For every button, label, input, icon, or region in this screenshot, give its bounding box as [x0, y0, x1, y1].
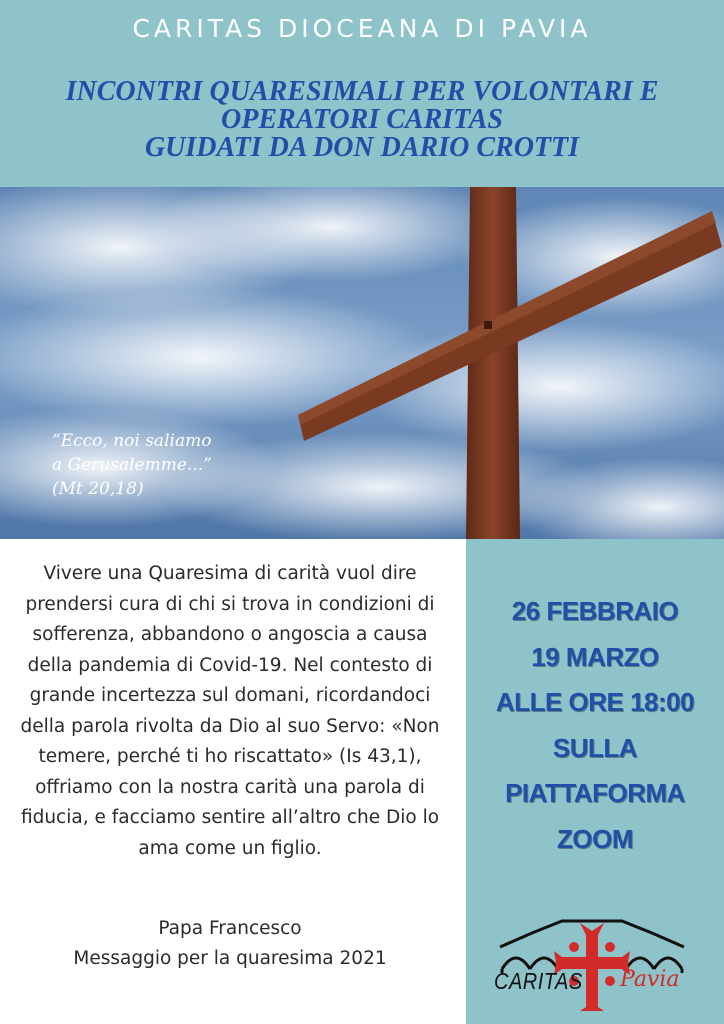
logo-caritas-text: CARITAS	[494, 969, 583, 995]
header-banner	[0, 0, 724, 187]
quote-line: “Ecco, noi saliamo	[52, 431, 212, 451]
title-line: OPERATORI CARITAS	[221, 104, 503, 135]
message-panel	[0, 539, 466, 1024]
message-signature	[20, 914, 440, 974]
event-platform-line-1: SULLA	[552, 732, 638, 763]
event-platform-name: ZOOM	[557, 823, 633, 854]
message-author: Papa Francesco	[158, 918, 302, 939]
scripture-quote	[52, 429, 212, 501]
logo-pavia-text: Pavia	[620, 967, 680, 992]
cross-sky-photo	[0, 187, 724, 539]
organization-name: CARITAS DIOCEANA DI PAVIA	[132, 14, 592, 43]
quote-line: a Gerusalemme...”	[52, 455, 212, 475]
event-platform-line-2: PIATTAFORMA	[505, 778, 685, 808]
pope-message: Vivere una Quaresima di carità vuol dire prendersi cura di chi si trova in condizioni di sofferenza, abbandono o angoscia a causa della pandemia di Covid-19. Nel contesto di grande incertezza sul domani, ricordandoci della parola rivolta da Dio al suo Servo: «Non temere, perché ti ho riscattato» (Is 43,1), offriamo con la nostra carità una parola di fiducia, e facciamo sentire all’altro che Dio lo ama come un figlio.	[20, 563, 440, 859]
title-line: INCONTRI QUARESIMALI PER VOLONTARI E	[65, 76, 659, 107]
event-date-1: 26 FEBBRAIO	[511, 596, 679, 626]
message-source: Messaggio per la quaresima 2021	[73, 948, 387, 969]
event-date-2: 19 MARZO	[531, 641, 659, 672]
logo-arches-icon	[492, 917, 692, 1012]
flame-cross-icon	[554, 923, 630, 1011]
caritas-pavia-logo	[492, 917, 692, 1012]
title-line: GUIDATI DA DON DARIO CROTTI	[144, 132, 580, 163]
event-time: ALLE ORE 18:00	[495, 687, 695, 717]
event-details	[466, 589, 724, 862]
event-title	[0, 78, 724, 162]
quote-line: (Mt 20,18)	[52, 479, 144, 499]
event-details-panel	[466, 539, 724, 1024]
